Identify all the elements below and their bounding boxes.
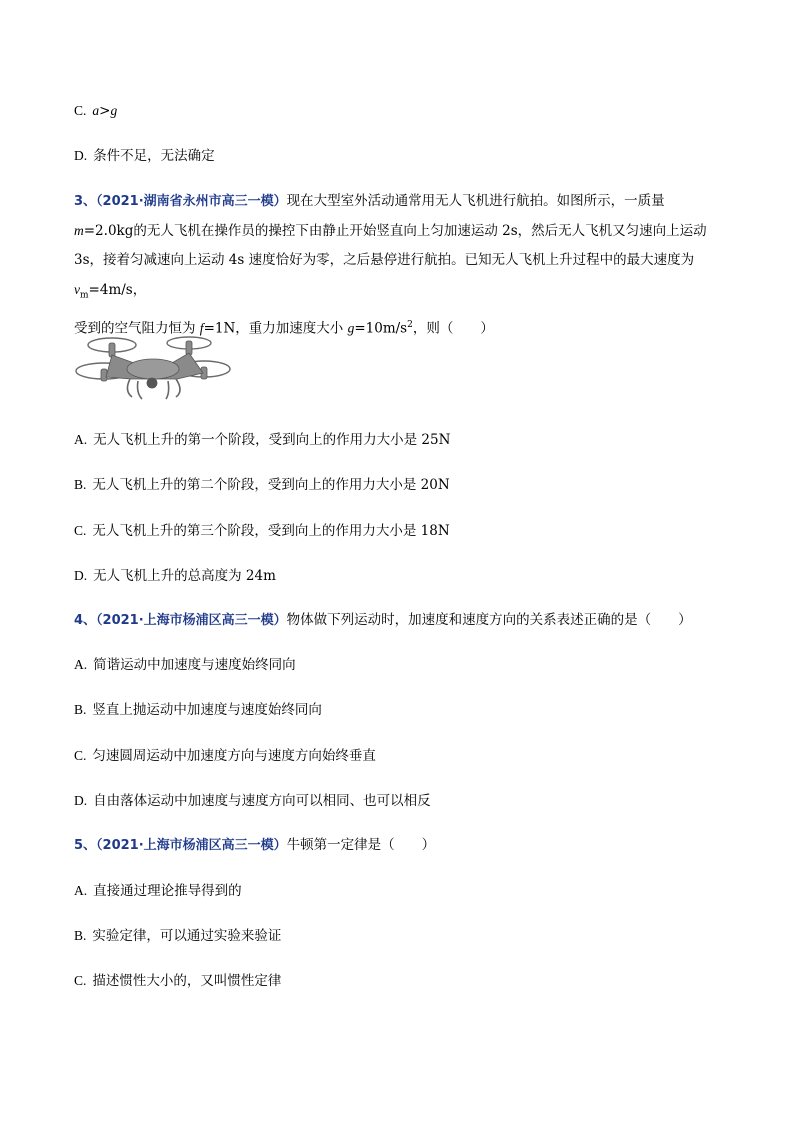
question-number: 4、 [74,613,97,628]
q3-stem [74,187,726,343]
g-value: =10m/s [354,320,408,337]
stem-text: 物体做下列运动时，加速度和速度方向的关系表述正确的是（ ） [286,612,692,628]
var-m: m [74,223,84,238]
stem-text: 受到的空气阻力恒为 [74,320,200,337]
q5-option-c [74,971,281,991]
option-text: 实验定律，可以通过实验来验证 [92,928,282,944]
f-value: =1N，重力加速度大小 [203,320,348,337]
question-number: 5、 [74,838,97,853]
option-text: 匀速圆周运动中加速度方向与速度方向始终垂直 [92,748,376,764]
drone-image [72,333,234,405]
var-g: g [110,103,118,118]
mass-value: =2.0kg [83,223,134,239]
option-letter: D. [74,793,88,808]
option-text: 描述惯性大小的，又叫惯性定律 [92,973,282,989]
var-v: v [74,282,80,297]
option-letter: B. [74,928,87,943]
gt-symbol: > [99,103,111,119]
prev-option-c [74,101,117,121]
option-letter: D. [74,568,88,583]
option-letter: A. [74,432,88,447]
option-letter: A. [74,883,88,898]
var-g: g [347,320,355,336]
option-text: 无人飞机上升的第三个阶段，受到向上的作用力大小是 18N [92,523,450,539]
option-text: 无人飞机上升的第二个阶段，受到向上的作用力大小是 20N [92,477,450,493]
option-letter: D. [74,148,88,163]
vmax-value: =4m/s， [88,282,147,298]
option-text: 竖直上抛运动中加速度与速度始终同向 [92,702,322,718]
var-f: f [199,320,204,336]
option-letter: C. [74,523,87,538]
q3-option-b [74,475,450,495]
question-source: （2021·上海市杨浦区高三一模） [96,838,287,853]
q5-stem [74,835,435,856]
subscript-m: m [80,290,89,301]
option-text: 条件不足，无法确定 [93,148,215,164]
option-letter: C. [74,973,87,988]
option-text: 直接通过理论推导得到的 [93,883,242,899]
q4-option-a [74,655,296,675]
q4-option-b [74,700,322,720]
question-source: （2021·湖南省永州市高三一模） [96,194,287,209]
option-letter: B. [74,477,87,492]
option-letter: C. [74,103,87,118]
q4-option-d [74,791,431,811]
stem-text: 牛顿第一定律是（ ） [286,837,436,853]
option-letter: A. [74,657,88,672]
prev-option-d [74,146,215,166]
option-letter: B. [74,702,87,717]
q3-option-d [74,566,276,586]
question-source: （2021·上海市杨浦区高三一模） [96,613,287,628]
option-text: 自由落体运动中加速度与速度方向可以相同、也可以相反 [93,793,431,809]
q3-option-a [74,430,450,450]
q4-option-c [74,746,376,766]
stem-end: ，则（ ） [412,320,494,337]
option-text: 无人飞机上升的第一个阶段，受到向上的作用力大小是 25N [93,432,451,448]
stem-text: 的无人飞机在操作员的操控下由静止开始竖直向上匀加速运动 2s，然后无人飞机又匀速向上运动 3s，接着匀减速向上运动 4s 速度恰好为零，之后悬停进行航拍。已知无人飞机上升过程中的最大速度为 [74,223,707,268]
option-text: 无人飞机上升的总高度为 24m [93,568,276,584]
var-a: a [92,103,100,118]
option-letter: C. [74,748,87,763]
option-text: 简谐运动中加速度与速度始终同向 [93,657,296,673]
stem-text: 现在大型室外活动通常用无人飞机进行航拍。如图所示，一质量 [286,193,665,209]
question-number: 3、 [74,194,97,209]
q3-option-c [74,521,450,541]
q5-option-a [74,881,242,901]
q4-stem [74,610,692,631]
q5-option-b [74,926,281,946]
superscript-2: 2 [407,319,413,330]
